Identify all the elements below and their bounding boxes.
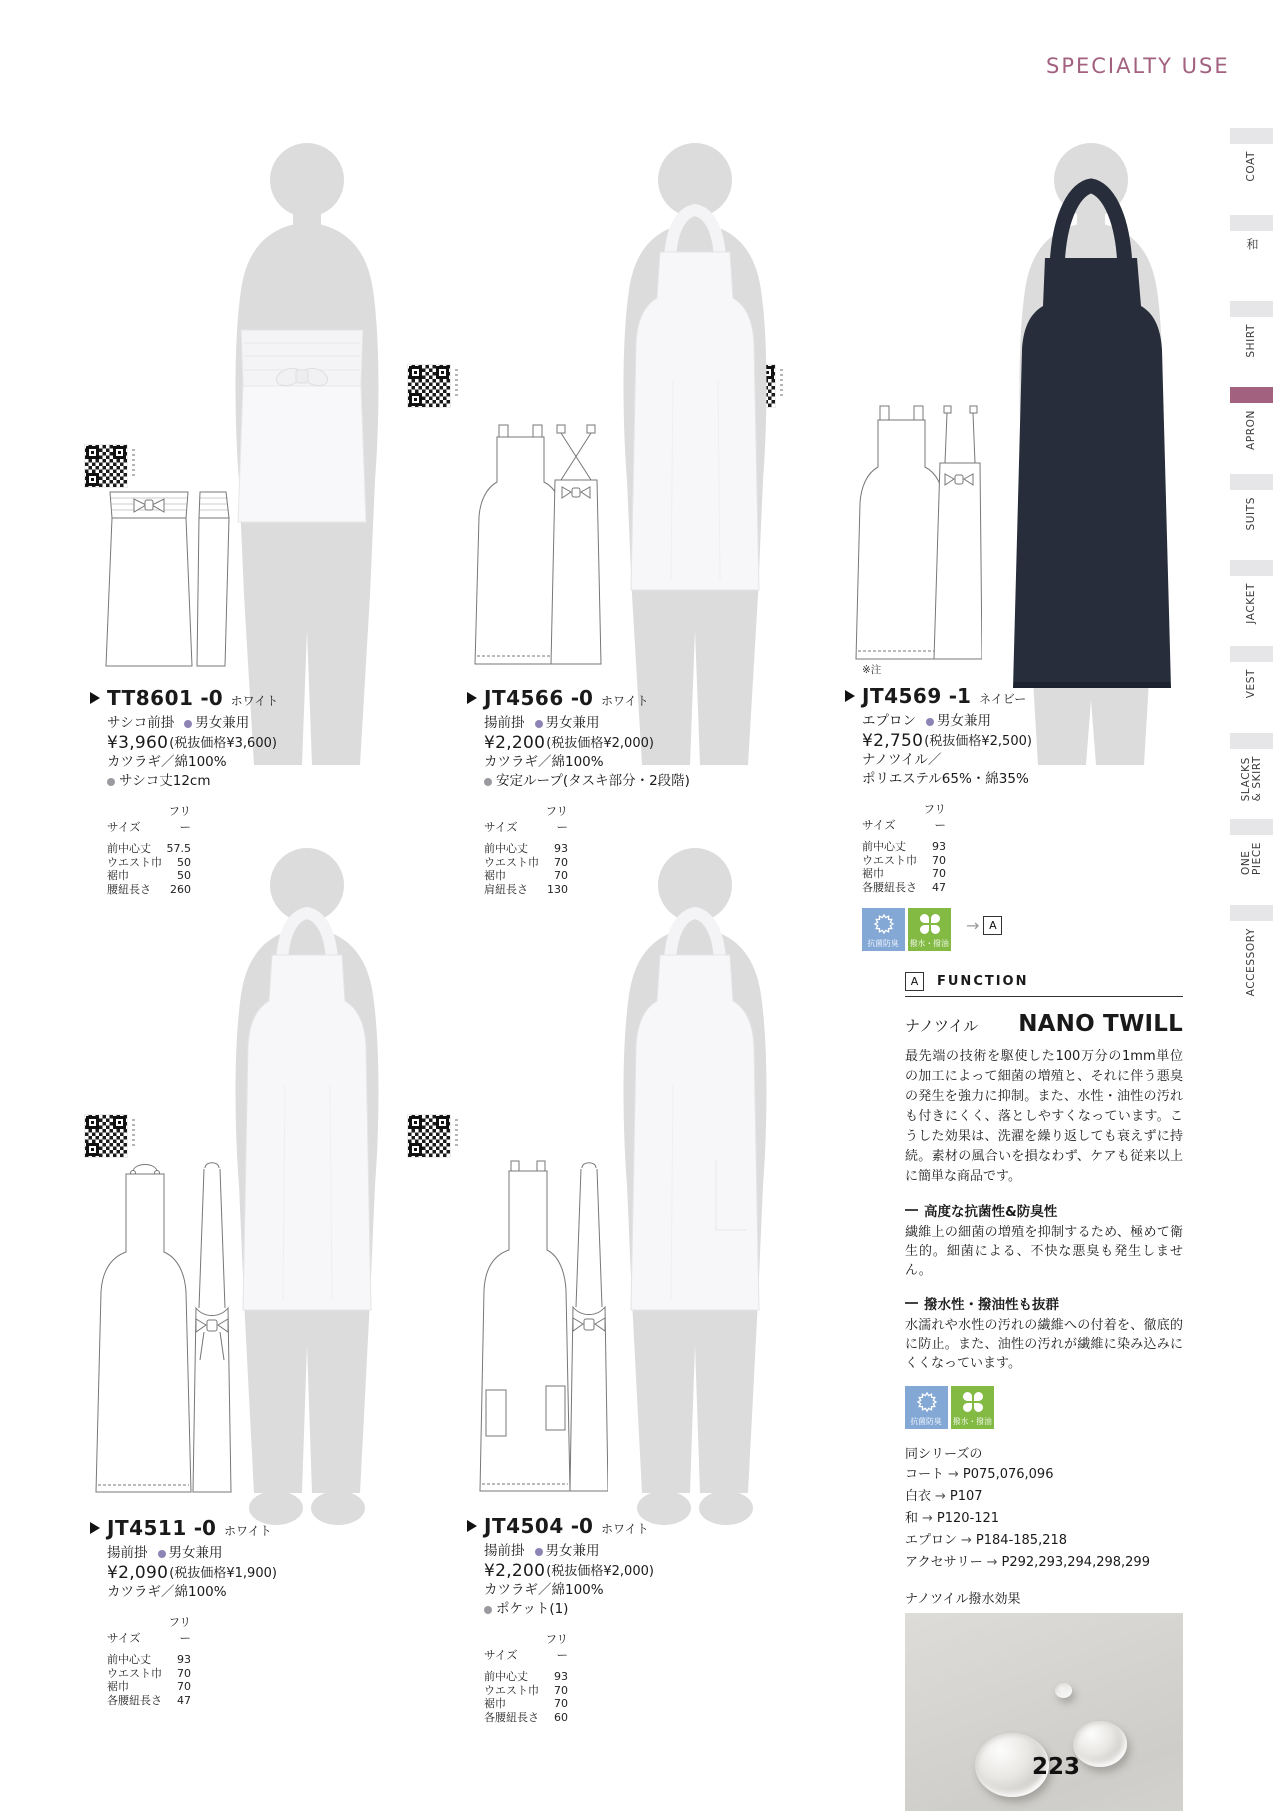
product-code-row bbox=[467, 1514, 735, 1538]
antibacterial-badge: 抗菌防臭 bbox=[905, 1386, 948, 1429]
size-table: サイズフリー 前中心丈 57.5 ウエスト巾 50 裾巾 50 腰紐長さ 260 bbox=[107, 804, 191, 896]
qr-caption bbox=[132, 449, 135, 479]
product-variant: -0 bbox=[200, 686, 223, 710]
feature-dot-icon bbox=[107, 778, 115, 786]
marker-triangle-icon bbox=[845, 690, 855, 702]
reference-arrow-icon: → bbox=[966, 916, 980, 935]
product-color-name: ホワイト bbox=[230, 694, 279, 708]
tab-label: SLACKS & SKIRT bbox=[1239, 756, 1263, 802]
size-table: サイズフリー 前中心丈 93 ウエスト巾 70 裾巾 70 各腰紐長さ 47 bbox=[107, 1615, 191, 1707]
water-repellent-badge: 撥水・撥油 bbox=[908, 908, 951, 951]
photo-caption: ナノツイル撥水効果 bbox=[905, 1592, 1021, 1607]
marker-triangle-icon bbox=[467, 1520, 477, 1532]
droplet-pinwheel-icon bbox=[962, 1391, 984, 1413]
tab-marker bbox=[1230, 905, 1273, 921]
catalog-tab-wa[interactable] bbox=[1230, 215, 1273, 299]
qr-code-jt4511[interactable] bbox=[85, 1115, 127, 1157]
product-color-name: ホワイト bbox=[600, 1522, 649, 1536]
function-section-heading: 高度な抗菌性&防臭性 bbox=[905, 1200, 1183, 1220]
product-variant: -0 bbox=[570, 1514, 593, 1538]
product-card-jt4511 bbox=[90, 1516, 358, 1707]
model-photo-tt8601 bbox=[210, 140, 405, 765]
product-tax-note: (税抜価格¥2,000) bbox=[546, 736, 654, 751]
product-material: ナノツイル／ bbox=[862, 752, 942, 768]
product-audience: 男女兼用 bbox=[937, 713, 991, 729]
product-card-jt4569 bbox=[845, 662, 1113, 951]
model-photo-jt4566 bbox=[598, 140, 793, 765]
function-section-body: 水濡れや水性の汚れの繊維への付着を、徹底的に防止。また、油性の汚れが繊維に染み込みにくくなっています。 bbox=[905, 1318, 1183, 1371]
series-label: 同シリーズの bbox=[905, 1447, 983, 1462]
tab-label: COAT bbox=[1245, 151, 1257, 182]
function-ref-box: A bbox=[983, 916, 1002, 935]
product-code: JT4504 bbox=[484, 1514, 564, 1538]
catalog-tab-slacks-skirt[interactable] bbox=[1230, 733, 1273, 817]
arrow-icon: → bbox=[935, 1489, 946, 1504]
product-code-row bbox=[467, 686, 735, 710]
product-tax-note: (税抜価格¥3,600) bbox=[169, 736, 277, 751]
product-material-2: ポリエステル65%・綿35% bbox=[862, 771, 1029, 787]
product-audience: 男女兼用 bbox=[545, 1543, 600, 1559]
qr-caption bbox=[132, 1119, 135, 1149]
qr-caption bbox=[455, 369, 458, 399]
product-card-jt4504 bbox=[467, 1514, 735, 1724]
qr-code-tt8601[interactable] bbox=[85, 445, 127, 487]
product-note: ※注 bbox=[862, 664, 882, 676]
catalog-tab-jacket[interactable] bbox=[1230, 560, 1273, 644]
arrow-icon: → bbox=[986, 1555, 998, 1570]
dash-icon bbox=[905, 1302, 918, 1304]
product-variant: -0 bbox=[193, 1516, 216, 1540]
tab-label: 和 bbox=[1245, 238, 1259, 251]
product-feature: 安定ループ(タスキ部分・2段階) bbox=[496, 773, 690, 789]
product-sketch-bib-apron bbox=[473, 424, 602, 667]
product-material: カツラギ／綿100% bbox=[107, 1584, 227, 1600]
tab-label: APRON bbox=[1245, 410, 1257, 450]
product-name: サシコ前掛 bbox=[107, 715, 175, 731]
qr-caption bbox=[455, 1119, 458, 1149]
product-code-row bbox=[845, 684, 1113, 708]
tab-marker bbox=[1230, 474, 1273, 490]
catalog-tab-apron-active[interactable] bbox=[1230, 387, 1273, 471]
model-photo-jt4504 bbox=[598, 845, 793, 1537]
product-variant: -1 bbox=[948, 684, 971, 708]
product-code-row bbox=[90, 686, 358, 710]
antibacterial-badge: 抗菌防臭 bbox=[862, 908, 905, 951]
audience-dot-icon bbox=[158, 1550, 166, 1558]
arrow-icon: → bbox=[961, 1533, 972, 1548]
page-title: SPECIALTY USE bbox=[1046, 54, 1230, 78]
function-title-en: NANO TWILL bbox=[1018, 1011, 1183, 1037]
product-feature: サシコ丈12cm bbox=[119, 773, 211, 789]
size-table: サイズフリー 前中心丈 93 ウエスト巾 70 裾巾 70 各腰紐長さ 47 bbox=[862, 802, 946, 894]
product-name: 揚前掛 bbox=[484, 1543, 525, 1559]
feature-badges bbox=[905, 1386, 1183, 1429]
product-code: JT4566 bbox=[484, 686, 564, 710]
product-price: ¥2,090 bbox=[107, 1563, 169, 1583]
tab-label: ACCESSORY bbox=[1245, 928, 1257, 997]
function-section-body: 繊維上の細菌の増殖を抑制するため、極めて衛生的。細菌による、不快な悪臭も発生しません。 bbox=[905, 1225, 1183, 1278]
product-name: エプロン bbox=[862, 713, 916, 729]
marker-triangle-icon bbox=[90, 1522, 100, 1534]
series-link-coat[interactable]: コート → P075,076,096 bbox=[905, 1467, 1054, 1482]
tab-label: SUITS bbox=[1245, 497, 1257, 531]
product-code: TT8601 bbox=[107, 686, 194, 710]
active-tab-marker bbox=[1230, 387, 1273, 403]
product-price: ¥2,750 bbox=[862, 731, 924, 751]
arrow-icon: → bbox=[922, 1511, 933, 1526]
page-number: 223 bbox=[1031, 1754, 1080, 1780]
sunburst-icon bbox=[905, 1386, 948, 1417]
catalog-tab-accessory[interactable] bbox=[1230, 905, 1273, 997]
catalog-tab-one-piece[interactable] bbox=[1230, 819, 1273, 903]
catalog-tab-shirt[interactable] bbox=[1230, 301, 1273, 385]
product-color-name: ホワイト bbox=[223, 1524, 272, 1538]
tab-label: ONE PIECE bbox=[1239, 842, 1263, 876]
product-audience: 男女兼用 bbox=[168, 1545, 223, 1561]
series-link-accessory[interactable]: アクセサリー → P292,293,294,298,299 bbox=[905, 1555, 1150, 1570]
tab-marker bbox=[1230, 215, 1273, 231]
product-variant: -0 bbox=[570, 686, 593, 710]
product-tax-note: (税抜価格¥2,500) bbox=[924, 734, 1032, 749]
water-repellent-badge: 撥水・撥油 bbox=[951, 1386, 994, 1429]
product-color-name: ネイビー bbox=[978, 692, 1027, 706]
product-sketch-apron bbox=[848, 405, 982, 662]
catalog-tab-coat[interactable] bbox=[1230, 128, 1273, 212]
series-link-wa[interactable]: 和 → P120-121 bbox=[905, 1511, 1000, 1526]
tab-label: JACKET bbox=[1245, 583, 1257, 624]
product-price: ¥2,200 bbox=[484, 1561, 546, 1581]
product-audience: 男女兼用 bbox=[195, 715, 250, 731]
product-material: カツラギ／綿100% bbox=[484, 754, 604, 770]
function-title-jp: ナノツイル bbox=[905, 1017, 979, 1035]
size-table: サイズフリー 前中心丈 93 ウエスト巾 70 裾巾 70 肩紐長さ 130 bbox=[484, 804, 568, 896]
tab-label: SHIRT bbox=[1245, 324, 1257, 358]
feature-badges bbox=[862, 908, 1113, 951]
dash-icon bbox=[905, 1209, 918, 1211]
product-card-tt8601 bbox=[90, 686, 358, 896]
product-name: 揚前掛 bbox=[484, 715, 525, 731]
tab-marker bbox=[1230, 819, 1273, 835]
function-intro: 最先端の技術を駆使した100万分の1mm単位の加工によって細菌の増殖と、それに伴う悪臭の発生を強力に抑制。また、水性・油性の汚れも付きにくく、落としやすくなっています。こうした効果は、洗濯を繰り返しても衰えずに持続。素材の風合いを損なわず、ケアも従来以上に簡単な商品です。 bbox=[905, 1049, 1183, 1184]
series-link-apron[interactable]: エプロン → P184-185,218 bbox=[905, 1533, 1068, 1548]
function-header bbox=[905, 972, 1183, 997]
product-card-jt4566 bbox=[467, 686, 735, 896]
feature-dot-icon bbox=[484, 778, 492, 786]
product-tax-note: (税抜価格¥2,000) bbox=[546, 1564, 654, 1579]
product-code: JT4511 bbox=[107, 1516, 187, 1540]
product-tax-note: (税抜価格¥1,900) bbox=[169, 1566, 277, 1581]
water-repellency-photo bbox=[905, 1613, 1183, 1811]
product-name: 揚前掛 bbox=[107, 1545, 148, 1561]
water-droplet bbox=[1073, 1721, 1127, 1767]
droplet-pinwheel-icon bbox=[919, 913, 941, 935]
sunburst-icon bbox=[862, 908, 905, 939]
product-feature: ポケット(1) bbox=[496, 1601, 569, 1617]
marker-triangle-icon bbox=[90, 692, 100, 704]
function-header-label: FUNCTION bbox=[937, 974, 1029, 989]
function-section-heading: 撥水性・撥油性も抜群 bbox=[905, 1293, 1183, 1313]
arrow-icon: → bbox=[948, 1467, 959, 1482]
function-ref-box: A bbox=[905, 972, 924, 991]
tab-marker bbox=[1230, 301, 1273, 317]
product-material: カツラギ／綿100% bbox=[107, 754, 227, 770]
product-audience: 男女兼用 bbox=[545, 715, 600, 731]
tab-label: VEST bbox=[1245, 669, 1257, 699]
qr-code-jt4504[interactable] bbox=[408, 1115, 450, 1157]
product-sketch-apron-pocket bbox=[478, 1160, 608, 1497]
series-link-hakui[interactable]: 白衣 → P107 bbox=[905, 1489, 983, 1504]
size-table: サイズフリー 前中心丈 93 ウエスト巾 70 裾巾 70 各腰紐長さ 60 bbox=[484, 1632, 568, 1724]
tab-marker bbox=[1230, 560, 1273, 576]
tab-marker bbox=[1230, 128, 1273, 144]
tab-marker bbox=[1230, 646, 1273, 662]
feature-dot-icon bbox=[484, 1606, 492, 1614]
product-price: ¥2,200 bbox=[484, 733, 546, 753]
marker-triangle-icon bbox=[467, 692, 477, 704]
model-photo-jt4511 bbox=[210, 845, 405, 1537]
audience-dot-icon bbox=[184, 720, 192, 728]
audience-dot-icon bbox=[926, 718, 934, 726]
qr-code-jt4566[interactable] bbox=[408, 365, 450, 407]
product-material: カツラギ／綿100% bbox=[484, 1582, 604, 1598]
water-droplet bbox=[1055, 1683, 1072, 1698]
audience-dot-icon bbox=[535, 720, 543, 728]
tab-marker bbox=[1230, 733, 1273, 749]
product-price: ¥3,960 bbox=[107, 733, 169, 753]
catalog-tab-suits[interactable] bbox=[1230, 474, 1273, 558]
product-code: JT4569 bbox=[862, 684, 942, 708]
product-color-name: ホワイト bbox=[600, 694, 649, 708]
product-code-row bbox=[90, 1516, 358, 1540]
function-panel bbox=[905, 972, 1183, 1811]
catalog-tab-vest[interactable] bbox=[1230, 646, 1273, 730]
audience-dot-icon bbox=[535, 1548, 543, 1556]
